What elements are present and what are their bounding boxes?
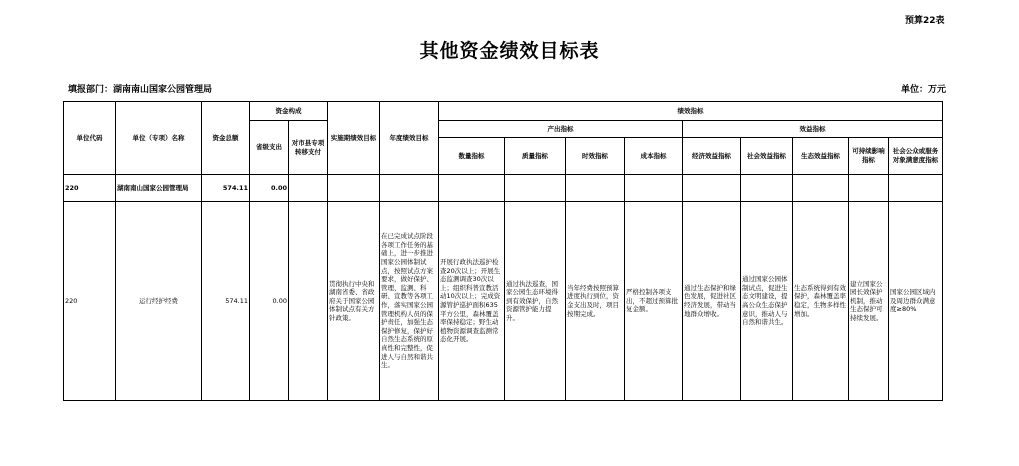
cell-provincial: 0.00 [250, 202, 289, 401]
cell-quantity: 开展行政执法巡护检查20次以上；开展生态监测调查30次以上；组织科普宣教活动10次以上；完成资源管护巡护面积635平方公里，森林覆盖率保持稳定；野生动植物资源调查监测常态化开展。 [439, 202, 505, 401]
header-provincial: 省级支出 [250, 121, 289, 175]
cell-name: 运行经护经费 [116, 202, 202, 401]
header-quality: 质量指标 [505, 138, 566, 175]
cell-satisfaction [889, 175, 943, 202]
cell-name: 湖南南山国家公园管理局 [116, 175, 202, 202]
cell-municipal [289, 202, 328, 401]
cell-cost: 严格控制各项支出，不超过预算批复金额。 [625, 202, 683, 401]
cell-total: 574.11 [202, 202, 250, 401]
header-social: 社会效益指标 [741, 138, 793, 175]
cell-timeliness: 当年经费按照预算进度执行到位，资金支出及时，项目按期完成。 [566, 202, 625, 401]
header-cost: 成本指标 [625, 138, 683, 175]
header-effect: 效益指标 [683, 121, 943, 138]
header-row-1 [64, 102, 943, 121]
header-satisfaction: 社会公众或服务对象满意度指标 [889, 138, 943, 175]
header-sustain: 可持续影响指标 [849, 138, 889, 175]
header-goal-impl: 实施期绩效目标 [328, 102, 380, 175]
cell-sustain: 建立国家公园长效保护机制，推动生态保护可持续发展。 [849, 202, 889, 401]
cell-eco [793, 175, 849, 202]
cell-goal-impl: 贯彻执行中央和湖南省委、省政府关于国家公园体制试点有关方针政策。 [328, 202, 380, 401]
cell-goal-impl [328, 175, 380, 202]
cell-goal-year: 在已完成试点阶段各项工作任务的基础上，进一步推进国家公园体制试点，按照试点方案要求，做好保护、管理、监测、科研、宣教等各项工作，落实国家公园管理机构人员的保护责任，加强生态保护修复，保护好自然生态系统的原真性和完整性，促进人与自然和谐共生。 [380, 202, 439, 401]
cell-cost [625, 175, 683, 202]
cell-code: 220 [64, 175, 116, 202]
header-goal-year: 年度绩效目标 [380, 102, 439, 175]
header-econ: 经济效益指标 [683, 138, 741, 175]
cell-quantity [439, 175, 505, 202]
cell-timeliness [566, 175, 625, 202]
reporting-department: 填报部门：湖南南山国家公园管理局 [68, 85, 213, 95]
header-eco: 生态效益指标 [793, 138, 849, 175]
header-output: 产出指标 [439, 121, 683, 138]
table-row [64, 202, 943, 401]
performance-goal-table [63, 101, 943, 401]
cell-goal-year [380, 175, 439, 202]
header-unit-code: 单位代码 [64, 102, 116, 175]
header-unit-name: 单位（专项）名称 [116, 102, 202, 175]
cell-econ [683, 175, 741, 202]
cell-econ: 通过生态保护和绿色发展，促进社区经济发展，带动当地群众增收。 [683, 202, 741, 401]
cell-quality [505, 175, 566, 202]
header-municipal: 对市县专项转移支付 [289, 121, 328, 175]
header-source: 资金构成 [250, 102, 328, 121]
page-title: 其他资金绩效目标表 [419, 40, 600, 62]
cell-satisfaction: 国家公园区域内及周边群众满意度≥80% [889, 202, 943, 401]
cell-code: 220 [64, 202, 116, 401]
header-timeliness: 时效指标 [566, 138, 625, 175]
header-quantity: 数量指标 [439, 138, 505, 175]
table-row [64, 175, 943, 202]
cell-quality: 通过执法巡查，国家公园生态环境得到有效保护，自然资源管护能力提升。 [505, 202, 566, 401]
cell-social [741, 175, 793, 202]
header-indicators: 绩效指标 [439, 102, 943, 121]
header-total: 资金总额 [202, 102, 250, 175]
table-number-tag: 预算22表 [905, 16, 945, 26]
unit-label: 单位：万元 [901, 85, 947, 95]
cell-provincial: 0.00 [250, 175, 289, 202]
cell-eco: 生态系统得到有效保护，森林覆盖率稳定，生物多样性增加。 [793, 202, 849, 401]
cell-sustain [849, 175, 889, 202]
cell-social: 通过国家公园体制试点，促进生态文明建设，提高公众生态保护意识，推动人与自然和谐共生。 [741, 202, 793, 401]
cell-municipal [289, 175, 328, 202]
cell-total: 574.11 [202, 175, 250, 202]
